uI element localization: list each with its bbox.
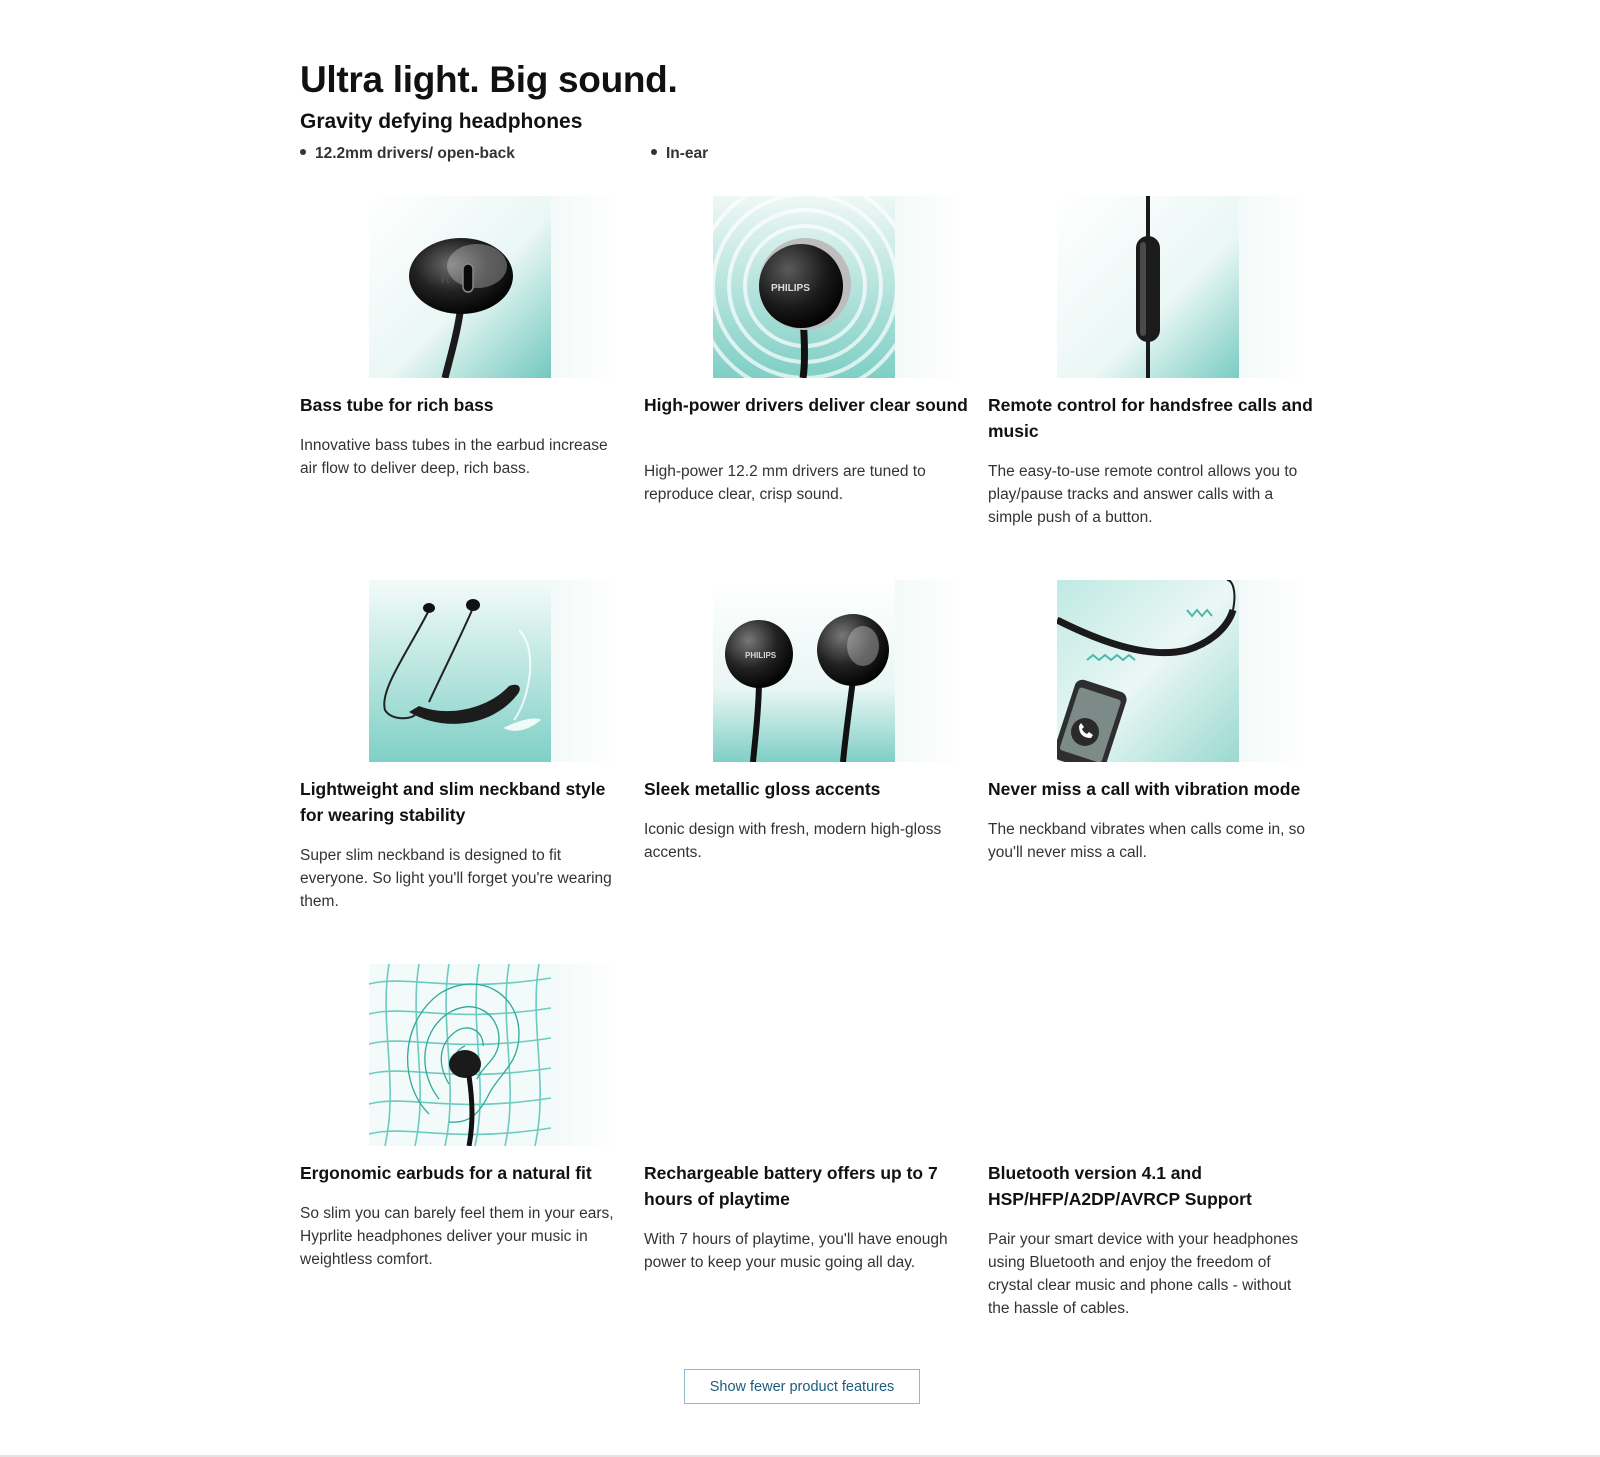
highlight-item: 12.2mm drivers/ open-back — [300, 145, 515, 163]
feature-image-frame — [644, 196, 964, 378]
inline-remote-image — [1057, 196, 1239, 378]
feature-image-frame — [644, 580, 964, 762]
feature-title: Rechargeable battery offers up to 7 hours of playtime — [644, 1163, 938, 1209]
brand-logo-text: PHILIPS — [771, 283, 810, 294]
bullet-dot-icon — [300, 149, 306, 155]
feature-image-frame — [988, 196, 1308, 378]
show-fewer-features-button[interactable]: Show fewer product features — [684, 1369, 920, 1404]
page-subtitle: Gravity defying headphones — [300, 110, 583, 134]
earbud-sound-waves-image — [713, 196, 895, 378]
feature-description: Innovative bass tubes in the earbud increase air flow to deliver deep, rich bass. — [300, 437, 608, 477]
feature-title: Lightweight and slim neckband style for wearing stability — [300, 779, 606, 825]
feature-image-frame — [300, 580, 620, 762]
feature-description: High-power 12.2 mm drivers are tuned to reproduce clear, crisp sound. — [644, 463, 926, 503]
svg-text:R: R — [441, 272, 450, 286]
feature-title: High-power drivers deliver clear sound — [644, 395, 968, 415]
feature-title: Ergonomic earbuds for a natural fit — [300, 1163, 592, 1183]
brand-logo-text: PHILIPS — [745, 651, 777, 660]
feature-description: The neckband vibrates when calls come in, so you'll never miss a call. — [988, 821, 1306, 861]
page-title: Ultra light. Big sound. — [300, 58, 678, 100]
neckband-feather-image — [369, 580, 551, 762]
neckband-phone-call-image — [1057, 580, 1239, 762]
feature-description: Iconic design with fresh, modern high-gloss accents. — [644, 821, 942, 861]
feature-title: Bass tube for rich bass — [300, 395, 494, 415]
feature-description: So slim you can barely feel them in your ears, Hyprlite headphones deliver your music in weightless comfort. — [300, 1205, 614, 1268]
feature-image-frame — [988, 580, 1308, 762]
two-earbuds-image — [713, 580, 895, 762]
bullet-dot-icon — [651, 149, 657, 155]
feature-image-frame — [300, 196, 620, 378]
feature-description: The easy-to-use remote control allows you to play/pause tracks and answer calls with a simple push of a button. — [988, 463, 1298, 526]
highlights-list — [300, 145, 1310, 167]
feature-title: Sleek metallic gloss accents — [644, 779, 881, 799]
feature-title: Never miss a call with vibration mode — [988, 779, 1301, 799]
feature-description: With 7 hours of playtime, you'll have enough power to keep your music going all day. — [644, 1231, 948, 1271]
feature-image-frame — [300, 964, 620, 1146]
earbud-closeup-image — [369, 196, 551, 378]
feature-title: Remote control for handsfree calls and music — [988, 395, 1313, 441]
highlight-item: In-ear — [651, 145, 708, 163]
feature-title: Bluetooth version 4.1 and HSP/HFP/A2DP/AVRCP Support — [988, 1163, 1252, 1209]
feature-description: Super slim neckband is designed to fit everyone. So light you'll forget you're wearing them. — [300, 847, 612, 910]
feature-description: Pair your smart device with your headphones using Bluetooth and enjoy the freedom of crystal clear music and phone calls - without the hassle of cables. — [988, 1231, 1299, 1317]
ear-wireframe-image — [369, 964, 551, 1146]
